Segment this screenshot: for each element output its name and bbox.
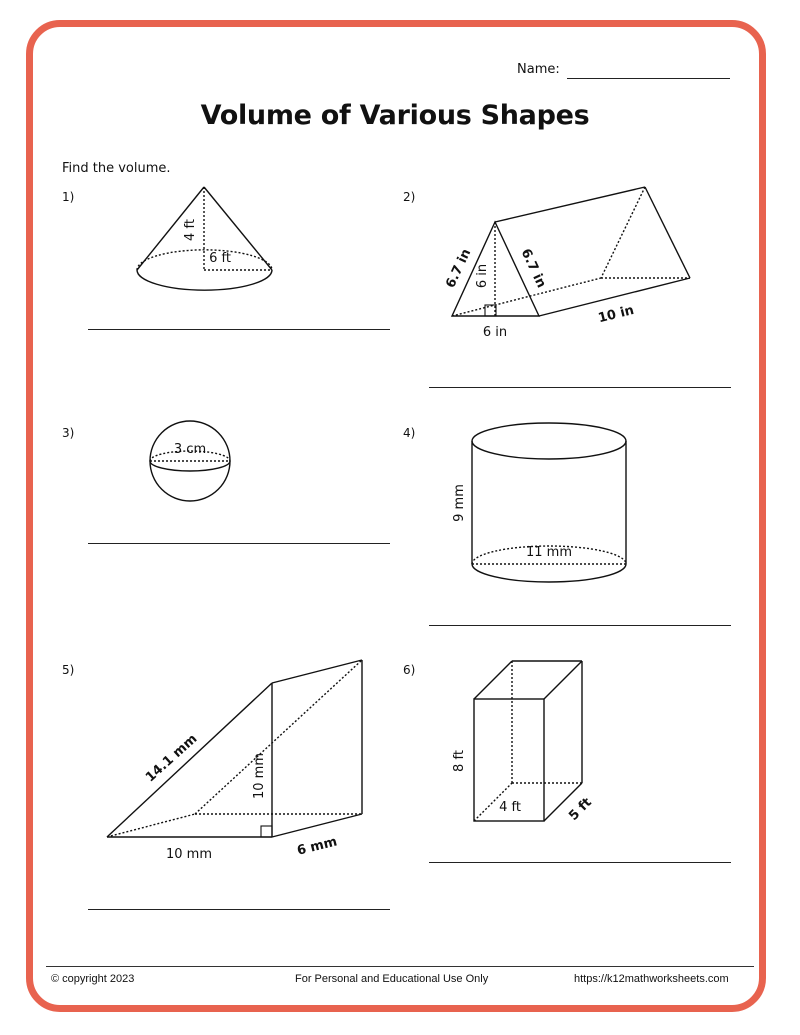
prism2-left-side-label: 6.7 in: [443, 246, 475, 291]
cylinder-height-label: 9 mm: [452, 484, 467, 522]
prism5-hypotenuse-label: 14.1 mm: [142, 731, 201, 786]
footer-rule: [46, 966, 754, 967]
copyright-text: © copyright 2023: [51, 973, 135, 985]
cylinder-diameter-label: 11 mm: [525, 545, 573, 560]
prism2-base-label: 6 in: [482, 325, 508, 340]
box-height-label: 8 ft: [452, 750, 467, 772]
triangular-prism-figure-5: [107, 660, 362, 837]
name-label: Name:: [517, 62, 560, 77]
triangular-prism-figure-2: [452, 187, 690, 316]
question-number-5: 5): [62, 663, 75, 677]
question-number-1: 1): [62, 190, 75, 204]
box-width-label: 4 ft: [499, 800, 521, 815]
instructions: Find the volume.: [62, 161, 171, 176]
sphere-figure: [150, 421, 230, 501]
cone-radius-label: 6 ft: [209, 251, 231, 266]
box-depth-label: 5 ft: [566, 795, 595, 824]
prism5-depth-label: 6 mm: [295, 834, 339, 859]
question-number-4: 4): [403, 426, 416, 440]
question-number-2: 2): [403, 190, 416, 204]
rectangular-prism-figure: [474, 661, 582, 821]
usage-notice: For Personal and Educational Use Only: [295, 973, 489, 985]
prism2-right-side-label: 6.7 in: [517, 246, 549, 291]
site-url[interactable]: https://k12mathworksheets.com: [574, 973, 729, 985]
cone-height-label: 4 ft: [183, 219, 198, 241]
prism5-base-label: 10 mm: [165, 847, 213, 862]
prism2-length-label: 10 in: [596, 302, 636, 327]
question-number-3: 3): [62, 426, 75, 440]
cone-figure: [137, 187, 272, 290]
question-number-6: 6): [403, 663, 416, 677]
prism5-height-label: 10 mm: [252, 752, 267, 800]
sphere-diameter-label: 3 cm: [173, 442, 207, 457]
page-title: Volume of Various Shapes: [200, 100, 590, 131]
prism2-height-label: 6 in: [475, 263, 490, 289]
